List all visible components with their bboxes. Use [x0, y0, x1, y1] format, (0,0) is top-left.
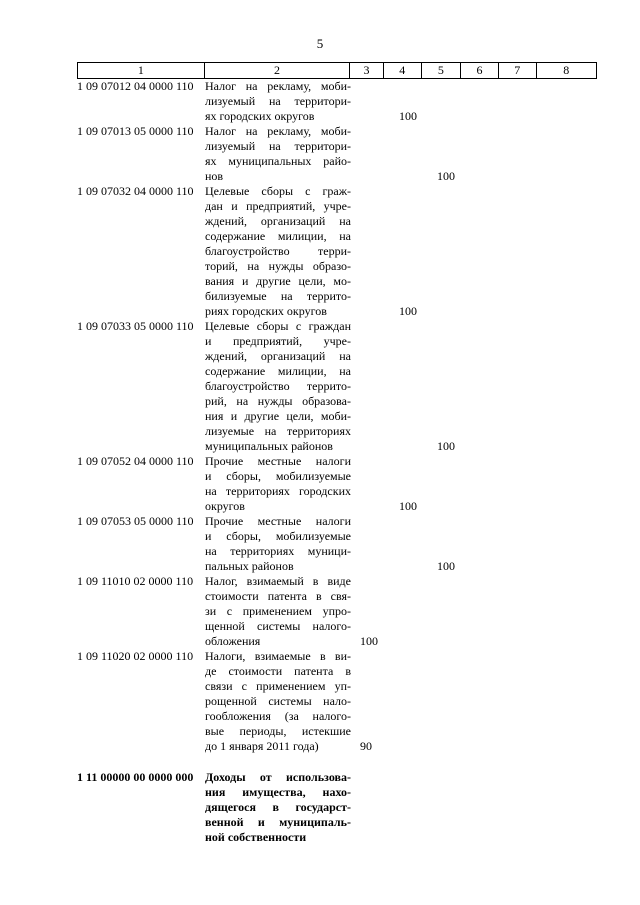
budget-code: 1 09 11010 02 0000 110 [77, 574, 194, 588]
budget-code: 1 09 07032 04 0000 110 [77, 184, 194, 198]
table-row [77, 574, 617, 649]
income-name [205, 319, 351, 454]
value-col5: 100 [437, 439, 455, 453]
income-name-line: нов [205, 169, 224, 183]
value-col5: 100 [437, 559, 455, 573]
table-row [77, 649, 617, 754]
column-header-1: 1 [78, 63, 205, 79]
income-name-line: риях городских округов [205, 304, 327, 318]
income-name-line: рий, на нужды образова- [205, 394, 351, 408]
income-name-line: Налог на рекламу, моби- [205, 79, 351, 93]
column-header-2: 2 [204, 63, 350, 79]
column-header-6: 6 [461, 63, 499, 79]
income-name-line: гообложения (за налого- [205, 709, 351, 723]
budget-code: 1 09 07012 04 0000 110 [77, 79, 194, 93]
income-name-line: на территориях городских [205, 484, 351, 498]
value-col4: 100 [399, 109, 417, 123]
income-name-line: ния имущества, нахо- [205, 785, 351, 799]
table-row [77, 184, 617, 319]
value-col5: 100 [437, 169, 455, 183]
income-name [205, 770, 351, 845]
income-name-line: дан и предприятий, учре- [205, 199, 351, 213]
income-name-line: ждений, организаций на [205, 349, 351, 363]
income-name-line: Налог, взимаемый в виде [205, 574, 351, 588]
income-name-line: дящегося в государст- [205, 800, 351, 814]
budget-code: 1 09 07052 04 0000 110 [77, 454, 194, 468]
budget-code: 1 11 00000 00 0000 000 [77, 770, 194, 784]
income-name-line: Доходы от использова- [205, 770, 351, 784]
table-row [77, 124, 617, 184]
income-name-line: обложения [205, 634, 261, 648]
income-name-line: Целевые сборы с граждан [205, 319, 351, 333]
income-name-line: ях городских округов [205, 109, 315, 123]
income-name-line: билизуемые на террито- [205, 289, 351, 303]
table-row [77, 770, 617, 845]
income-name [205, 454, 351, 514]
value-col3: 100 [360, 634, 378, 648]
income-name-line: муниципальных районов [205, 439, 333, 453]
column-header-4: 4 [383, 63, 421, 79]
column-header-table [77, 62, 597, 79]
income-name [205, 574, 351, 649]
income-name-line: вания и другие цели, мо- [205, 274, 351, 288]
income-name-line: связи с применением уп- [205, 679, 351, 693]
value-col4: 100 [399, 499, 417, 513]
income-name-line: Налоги, взимаемые в ви- [205, 649, 351, 663]
income-name-line: вые периоды, истекшие [205, 724, 351, 738]
table-row [77, 454, 617, 514]
income-name-line: венной и муниципаль- [205, 815, 351, 829]
income-name-line: лизуемые на территориях [205, 424, 351, 438]
income-name-line: содержание милиции, на [205, 364, 351, 378]
income-name-line: ния и другие цели, моби- [205, 409, 351, 423]
column-header-7: 7 [498, 63, 536, 79]
income-name-line: лизуемый на территори- [205, 94, 351, 108]
income-name-line: Прочие местные налоги [205, 514, 351, 528]
value-col4: 100 [399, 304, 417, 318]
income-name-line: Налог на рекламу, моби- [205, 124, 351, 138]
value-col3: 90 [360, 739, 372, 753]
table-row [77, 79, 617, 124]
column-header-8: 8 [536, 63, 596, 79]
income-name [205, 649, 351, 754]
column-header-row [78, 63, 597, 79]
income-name-line: до 1 января 2011 года) [205, 739, 319, 753]
income-name-line: Прочие местные налоги [205, 454, 351, 468]
column-header-5: 5 [421, 63, 461, 79]
income-name-line: и предприятий, учре- [205, 334, 351, 348]
income-name-line: ях муниципальных райо- [205, 154, 351, 168]
page-number: 5 [316, 36, 324, 51]
income-name [205, 514, 351, 574]
income-name [205, 124, 351, 184]
income-name-line: стоимости патента в свя- [205, 589, 351, 603]
income-name-line: благоустройство террито- [205, 379, 351, 393]
budget-code: 1 09 07053 05 0000 110 [77, 514, 194, 528]
income-name [205, 184, 351, 319]
income-name-line: ждений, организаций на [205, 214, 351, 228]
income-name-line: Целевые сборы с граж- [205, 184, 351, 198]
column-header-3: 3 [350, 63, 384, 79]
income-name-line: рощенной системы нало- [205, 694, 351, 708]
income-name-line: благоустройство терри- [205, 244, 351, 258]
income-name-line: торий, на нужды образо- [205, 259, 351, 273]
income-name-line: лизуемый на территори- [205, 139, 351, 153]
budget-code: 1 09 07013 05 0000 110 [77, 124, 194, 138]
budget-code: 1 09 11020 02 0000 110 [77, 649, 194, 663]
income-name-line: де стоимости патента в [205, 664, 351, 678]
table-row [77, 514, 617, 574]
budget-code: 1 09 07033 05 0000 110 [77, 319, 194, 333]
income-name-line: содержание милиции, на [205, 229, 351, 243]
income-name-line: пальных районов [205, 559, 294, 573]
income-name-line: и сборы, мобилизуемые [205, 469, 351, 483]
budget-rows [77, 79, 617, 845]
income-name [205, 79, 351, 124]
income-name-line: щенной системы налого- [205, 619, 351, 633]
income-name-line: зи с применением упро- [205, 604, 351, 618]
income-name-line: ной собственности [205, 830, 307, 844]
income-name-line: на территориях муници- [205, 544, 351, 558]
table-row [77, 319, 617, 454]
income-name-line: и сборы, мобилизуемые [205, 529, 351, 543]
income-name-line: округов [205, 499, 245, 513]
